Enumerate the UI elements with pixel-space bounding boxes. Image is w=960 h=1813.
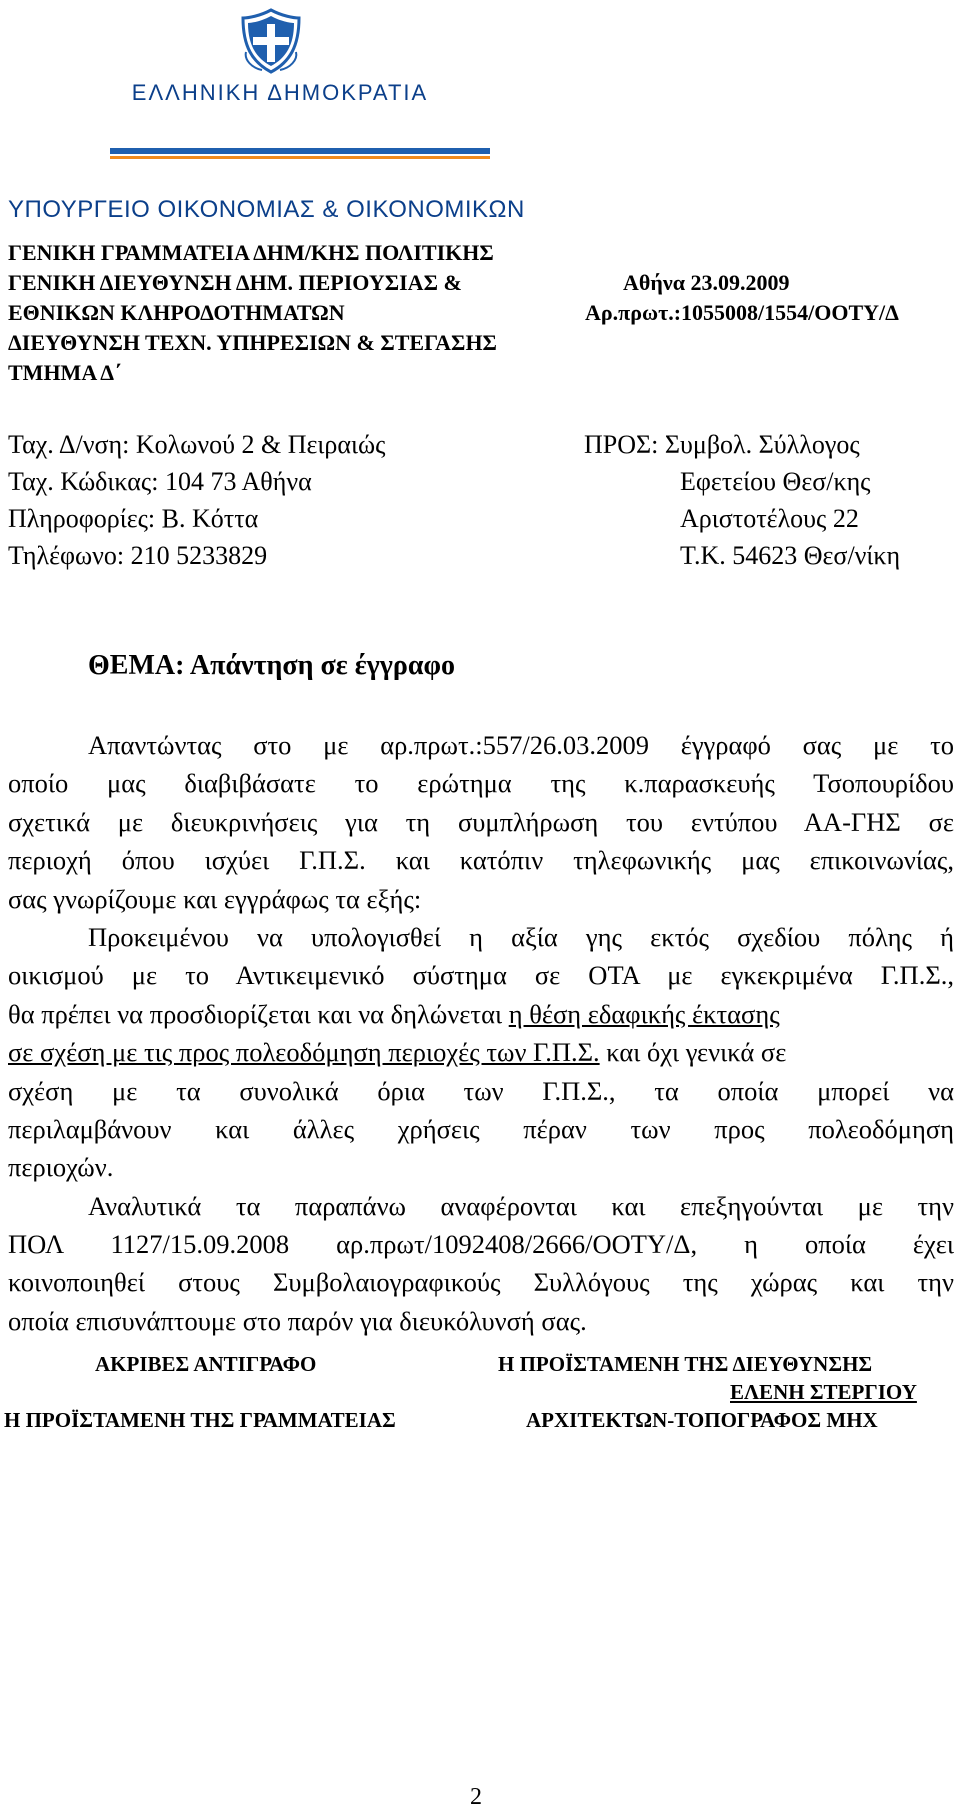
body-p2-line-4-text: και όχι γενικά σε [599, 1037, 787, 1068]
director-title: Η ΠΡΟΪΣΤΑΜΕΝΗ ΤΗΣ ΔΙΕΥΘΥΝΣΗΣ [498, 1352, 873, 1376]
body-p3-line-4: οποία επισυνάπτουμε στο παρόν για διευκόλυνσή σας. [8, 1305, 587, 1336]
recipient-line-3: Τ.Κ. 54623 Θεσ/νίκη [680, 541, 901, 570]
underlined-phrase-1: η θέση εδαφικής έκτασης [508, 998, 780, 1029]
letterhead-rule-icon [110, 130, 490, 176]
body-p3-line-1: Αναλυτικά τα παραπάνω αναφέρονται και επεξηγούνται με την [88, 1190, 954, 1221]
recipient-line-1: Εφετείου Θεσ/κης [680, 467, 871, 496]
letter-body [8, 726, 954, 1340]
certified-copy-label: ΑΚΡΙΒΕΣ ΑΝΤΙΓΡΑΦΟ [95, 1352, 317, 1376]
recipient-line-2: Αριστοτέλους 22 [680, 504, 859, 533]
recipient-label: ΠΡΟΣ: Συμβολ. Σύλλογος [584, 430, 860, 459]
sender-line-4: ΔΙΕΥΘΥΝΣΗ ΤΕΧΝ. ΥΠΗΡΕΣΙΩΝ & ΣΤΕΓΑΣΗΣ [8, 330, 497, 355]
body-p2-line-5: σχέση με τα συνολικά όρια των Γ.Π.Σ., τα οποία μπορεί να [8, 1075, 954, 1106]
letter-date: Αθήνα 23.09.2009 [623, 270, 790, 295]
body-p2-line-4 [8, 1033, 954, 1071]
sender-line-2: ΓΕΝΙΚΗ ΔΙΕΥΘΥΝΣΗ ΔΗΜ. ΠΕΡΙΟΥΣΙΑΣ & [8, 270, 462, 295]
body-p2-line-2: οικισμού με το Αντικειμενικό σύστημα σε ΟΤΑ με εγκεκριμένα Γ.Π.Σ., [8, 960, 954, 991]
sender-line-3: ΕΘΝΙΚΩΝ ΚΛΗΡΟΔΟΤΗΜΑΤΩΝ [8, 300, 345, 325]
secretariat-title: Η ΠΡΟΪΣΤΑΜΕΝΗ ΤΗΣ ΓΡΑΜΜΑΤΕΙΑΣ [4, 1408, 396, 1432]
address-street: Ταχ. Δ/νση: Κολωνού 2 & Πειραιώς [8, 430, 386, 459]
body-p2-line-1: Προκειμένου να υπολογισθεί η αξία γης εκτός σχεδίου πόλης ή [88, 921, 954, 952]
underlined-phrase-2: σε σχέση με τις προς πολεοδόμηση περιοχές των Γ.Π.Σ. [8, 1037, 600, 1068]
address-postcode: Ταχ. Κώδικας: 104 73 Αθήνα [8, 467, 312, 496]
sender-line-5: ΤΜΗΜΑ Δ΄ [8, 360, 122, 385]
state-name: ΕΛΛΗΝΙΚΗ ΔΗΜΟΚΡΑΤΙΑ [131, 80, 429, 105]
body-p2-line-3 [8, 995, 954, 1033]
signatory-name: ΕΛΕΝΗ ΣΤΕΡΓΙΟΥ [730, 1380, 917, 1404]
page-number: 2 [470, 1784, 482, 1810]
body-p1-line-3: σχετικά με διευκρινήσεις για τη συμπλήρωση του εντύπου ΑΑ-ΓΗΣ σε [8, 806, 954, 837]
body-p1-line-5: σας γνωρίζουμε και εγγράφως τα εξής: [8, 883, 422, 914]
letterhead [0, 0, 960, 230]
signatory-role: ΑΡΧΙΤΕΚΤΩΝ-ΤΟΠΟΓΡΑΦΟΣ ΜΗΧ [526, 1408, 878, 1432]
body-p3-line-3: κοινοποιηθεί στους Συμβολαιογραφικούς Συλλόγους της χώρας και την [8, 1267, 954, 1298]
sender-line-1: ΓΕΝΙΚΗ ΓΡΑΜΜΑΤΕΙΑ ΔΗΜ/ΚΗΣ ΠΟΛΙΤΙΚΗΣ [8, 240, 494, 265]
body-p2-line-7: περιοχών. [8, 1152, 114, 1183]
body-p2-line-6: περιλαμβάνουν και άλλες χρήσεις πέραν των προς πολεοδόμηση [8, 1113, 954, 1144]
address-phone: Τηλέφωνο: 210 5233829 [8, 541, 268, 570]
greek-emblem-icon [240, 8, 302, 74]
body-p2-line-3-text: θα πρέπει να προσδιορίζεται και να δηλώνεται [8, 998, 509, 1029]
body-p1-line-1: Απαντώντας στο με αρ.πρωτ.:557/26.03.2009 έγγραφό σας με το [88, 730, 954, 760]
subject-line: ΘΕΜΑ: Απάντηση σε έγγραφο [88, 650, 455, 681]
protocol-number: Αρ.πρωτ.:1055008/1554/ΟΟΤΥ/Δ [585, 300, 899, 325]
body-p1-line-4: περιοχή όπου ισχύει Γ.Π.Σ. και κατόπιν τηλεφωνικής μας επικοινωνίας, [8, 845, 954, 876]
body-p1-line-2: οποίο μας διαβιβάσατε το ερώτημα της κ.παρασκευής Τσοπουρίδου [8, 768, 954, 799]
body-p3-line-2: ΠΟΛ 1127/15.09.2008 αρ.πρωτ/1092408/2666/ΟΟΤΥ/Δ, η οποία έχει [8, 1229, 954, 1260]
address-info: Πληροφορίες: Β. Κόττα [8, 504, 259, 533]
ministry-name: ΥΠΟΥΡΓΕΙΟ ΟΙΚΟΝΟΜΙΑΣ & ΟΙΚΟΝΟΜΙΚΩΝ [8, 196, 525, 223]
